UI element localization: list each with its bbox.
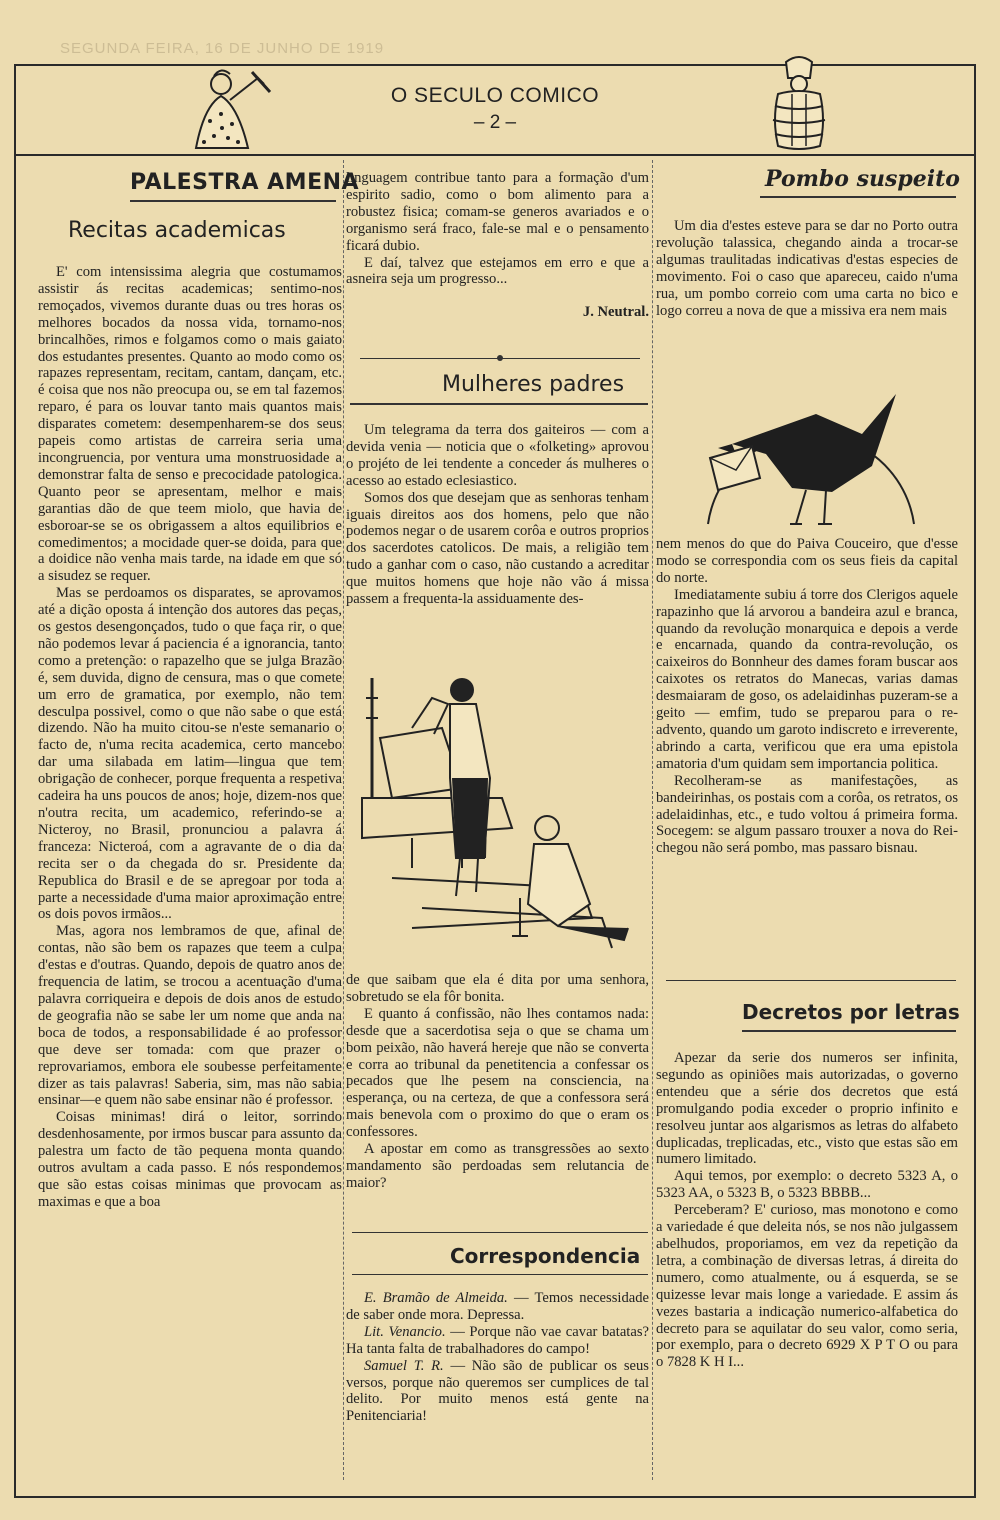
paragraph: nem menos do que do Paiva Couceiro, que d'esse modo se correspondia com os seus fieis da capital do norte.: [656, 536, 958, 586]
paragraph: Um telegrama da terra dos gaiteiros — com a devida venia — noticia que o «folketing» aprovou o projéto de lei tendente a conceder ás mulheres o acesso ao estado eclesiastico.: [346, 422, 649, 489]
author-signature: J. Neutral.: [582, 304, 649, 321]
pombo-title: Pombo suspeito: [765, 166, 960, 192]
letter-reply: — Temos necessidade de saber onde mora. Depressa.: [346, 1290, 649, 1323]
letter-reply: — Porque não vae cavar batatas? Ha tanta falta de trabalhadores do campo!: [346, 1323, 649, 1357]
section-separator: [352, 1232, 648, 1233]
pombo-body: [656, 218, 958, 319]
letter-recipient: E. Bramão de Almeida.: [364, 1290, 508, 1306]
section-separator: [666, 980, 956, 981]
paragraph: Coisas minimas! dirá o leitor, sorrindo desdenhosamente, por irmos buscar para assunto da palestra um facto de tão pequena monta quando outros avultam a cada passo. E nós respondemos que são estas coisas minimas que provocam as maximas e que a boa: [38, 1109, 342, 1210]
mulheres-title: Mulheres padres: [442, 372, 625, 397]
paragraph: Imediatamente subiu á torre dos Clerigos aquele rapazinho que lá arvorou a bandeira azul e branca, quando da revolução monarquica e depois a verde e encarnada, quando da contra-revolução, os caixeiros do Bonnheur des dames foram buscar aos caixotes os retratos do Manecas, varias damas desmaiaram de goso, os adelaidinhas puzeram-se a geito — emfim, tudo se preparou para o re-advento, quando um garoto indiscreto e irreverente, abrindo a carta, verificou que era uma epistola amatoria d'um quidam sem importancia politica.: [656, 586, 958, 772]
paragraph: E' com intensissima alegria que costumamos assistir ás recitas academicas; sentimo-nos remoçados, vivemos durante duas ou tres horas os melhores bocados da nossa vida, tornamo-nos brincalhões, rimos e folgamos como o mais gaiato dos estudantes presentes. Quanto ao modo como os rapazes representam, recitam, cantam, dançam, etc. é coisa que nos não preocupa ou, se em tal fazemos reparo, é para os louvar tanto mais quantos mais disparates cometem: desempenharem-se dos seus papeis como artistas de carreira seria uma incongruencia, por ventura uma monstruosidade a demonstrar falta de senso e precocidade patologica. Quanto peor se apresentam, melhor e mais garantias dão de que teem miolo, que havia de esboroar-se se os obrigassem a altos equilibrios e comedimentos; a mocidade quer-se doida, para que a doidice não venha mais tarde, na idade em que só a sisudez se requer.: [38, 264, 342, 585]
letter-reply: — Não são de publicar os seus versos, porque não queremos ser cumplices de tal delito. Por muito menos está gente na Penitenciaria!: [346, 1357, 649, 1425]
paragraph: Mas, agora nos lembramos de que, afinal de contas, não são bem os rapazes que teem a culpa d'estas e d'outras. Quando, depois de quatro anos de frequencia de latim, se trocou a acentuação d'uma palavra corriqueira e depois de dois anos de estudo de geografia não se sabe ler um nome que anda na boca de todos, a responsabilidade é ao professor que deve ser tomada: com que prazer o reprovariamos, embora ele soubesse perfeitamente dizer as tais palavras! Saberia, sim, mas não sabia ensinar—e quem não sabe ensinar não é professor.: [38, 923, 342, 1109]
barrel-mascot-icon: [764, 54, 834, 152]
letter-entry: [346, 1324, 649, 1358]
masthead: [16, 66, 974, 156]
paragraph: E daí, talvez que estejamos em erro e que a asneira seja um progresso...: [346, 254, 649, 288]
paragraph: A apostar em como as transgressões ao sexto mandamento são perdoadas sem relutancia de maior?: [346, 1141, 649, 1191]
correspondencia-title: Correspondencia: [450, 1244, 641, 1268]
column-rule: [652, 160, 653, 1480]
paragraph: de que saibam que ela é dita por uma senhora, sobretudo se ela fôr bonita.: [346, 972, 649, 1005]
bleed-through-text: SEGUNDA FEIRA, 16 DE JUNHO DE 1919: [60, 40, 385, 57]
section-title: PALESTRA AMENA: [130, 170, 360, 195]
decretos-title: Decretos por letras: [742, 1000, 960, 1024]
girl-mascot-icon: [166, 66, 276, 154]
paragraph: Um dia d'estes esteve para se dar no Porto outra revolução talassica, chegando ainda a trocar-se algumas traulitadas indicativas d'estas especies de movimento. Foi o caso que apareceu, caido n'uma rua, um pombo correio com uma carta no bico e logo correu a nova de que a missiva era nem mais: [656, 218, 958, 319]
paragraph: Perceberam? E' curioso, mas monotono e como a variedade é que deleita nós, se nos não julgassem abelhudos, proporiamos, em vez da repetição da letra, a combinação de diversas letras, á direita do numero, como atualmente, ou á esquerda, se se quizesse levar mais longe a variedade. E assim ás vezes bastaria a indicação numerico-alfabetica do decreto para se aquilatar do seu valor, como seria, por exemplo, para o decreto 6929 X P T O ou para o 7828 K H I...: [656, 1202, 958, 1371]
title-underline: [350, 403, 648, 405]
title-underline: [760, 196, 956, 198]
mulheres-body: [346, 422, 649, 608]
separator-dot: [497, 355, 503, 361]
paragraph: Aqui temos, por exemplo: o decreto 5323 A, o 5323 AA, o 5323 B, o 5323 BBBB...: [656, 1168, 958, 1202]
decretos-body: [656, 1050, 958, 1371]
pombo-body-continued: [656, 536, 958, 857]
title-underline: [742, 1030, 956, 1032]
mulheres-body-continued: [346, 972, 649, 1192]
paragraph: Apezar da serie dos numeros ser infinita, segundo as opiniões mais autorizadas, o governo entendeu que a série dos decretos que está promulgando podia exceder o proprio infinito e resolveu juntar aos algarismos as letras do alfabeto duplicadas, treplicadas, etc., visto que estas são em numero limitado.: [656, 1050, 958, 1168]
paragraph: E quanto á confissão, não lhes contamos nada: desde que a sacerdotisa seja o que se chama um bom peixão, não haverá hereje que não se converta e corra ao tribunal da penetitencia a confessar os pecados que lhe pesem na consciencia, na esperança, ou na certeza, de que a confessora será mais benevola com o proximo do que o eram os confessores.: [346, 1005, 649, 1141]
title-underline: [130, 200, 336, 202]
pigeon-with-letter-illustration: [696, 374, 928, 532]
paragraph: Somos dos que desejam que as senhoras tenham iguais direitos aos dos homens, pelo que não podemos negar o de usarem corôa e outros proprios dos sacerdotes catolicos. De mais, a religião tem tudo a ganhar com o caso, não custando a acreditar que muitos homens que hoje não vão á missa passem a frequenta-la assiduamente des-: [346, 489, 649, 608]
letter-entry: [346, 1358, 649, 1426]
column-rule: [343, 160, 344, 1480]
letter-recipient: Samuel T. R.: [364, 1357, 444, 1374]
letter-recipient: Lit. Venancio.: [364, 1323, 446, 1340]
paragraph: linguagem contribue tanto para a formação d'um espirito sadio, como o bom alimento para a robustez fisica; comam-se generos avariados e o organismo será fraco, fale-se mal e o pensamento ficará dubio.: [346, 170, 649, 254]
article-body-continued: [346, 170, 649, 321]
article-body: [38, 264, 342, 1211]
paragraph: Recolheram-se as manifestações, as bandeirinhas, os postais com a corôa, os retratos, os adelaidinhas, etc., e tudo voltou á primeira forma. Socegem: se algum passaro trouxer a nova do Rei-chegou não será pombo, mas passaro bisnau.: [656, 772, 958, 857]
paragraph: Mas se perdoamos os disparates, se aprovamos até a dição oposta á intenção dos autores das peças, os gestos desengonçados, tudo o que faça rir, o que não podemos levar á paciencia é a ignorancia, tanto como a pretenção: o rapazelho que se julga Brazão é, sem duvida, digno de censura, mas o que comete um erro de gramatica, por exemplo, não tem desculpa possivel, como o que não sabe o que está dizendo. Não ha muito citou-se n'este semanario o facto de, n'uma recita academica, certo mancebo dar uma silabada em latim—lingua que tem obrigação de conhecer, porque frequenta a respetiva cadeira ha uns poucos de anos; hoje, dizem-nos que n'outra recita, um academico, referindo-se a Nicteroy, no Brasil, pronunciou a palavra á franceza: Nicteroá, com a agravante de o dia da recita ser o da chegada do sr. Presidente da Republica do Brasil e de se apregoar por toda a parte a necessidade d'uma maior aproximação entre os dois povos irmãos...: [38, 585, 342, 923]
title-underline: [352, 1274, 648, 1275]
priestess-illustration: [352, 668, 644, 968]
letter-entry: [346, 1290, 649, 1324]
article-title: Recitas academicas: [68, 218, 286, 243]
page-number: – 2 –: [473, 112, 517, 133]
publication-title: O SECULO COMICO: [390, 84, 600, 107]
correspondencia-body: [346, 1290, 649, 1425]
